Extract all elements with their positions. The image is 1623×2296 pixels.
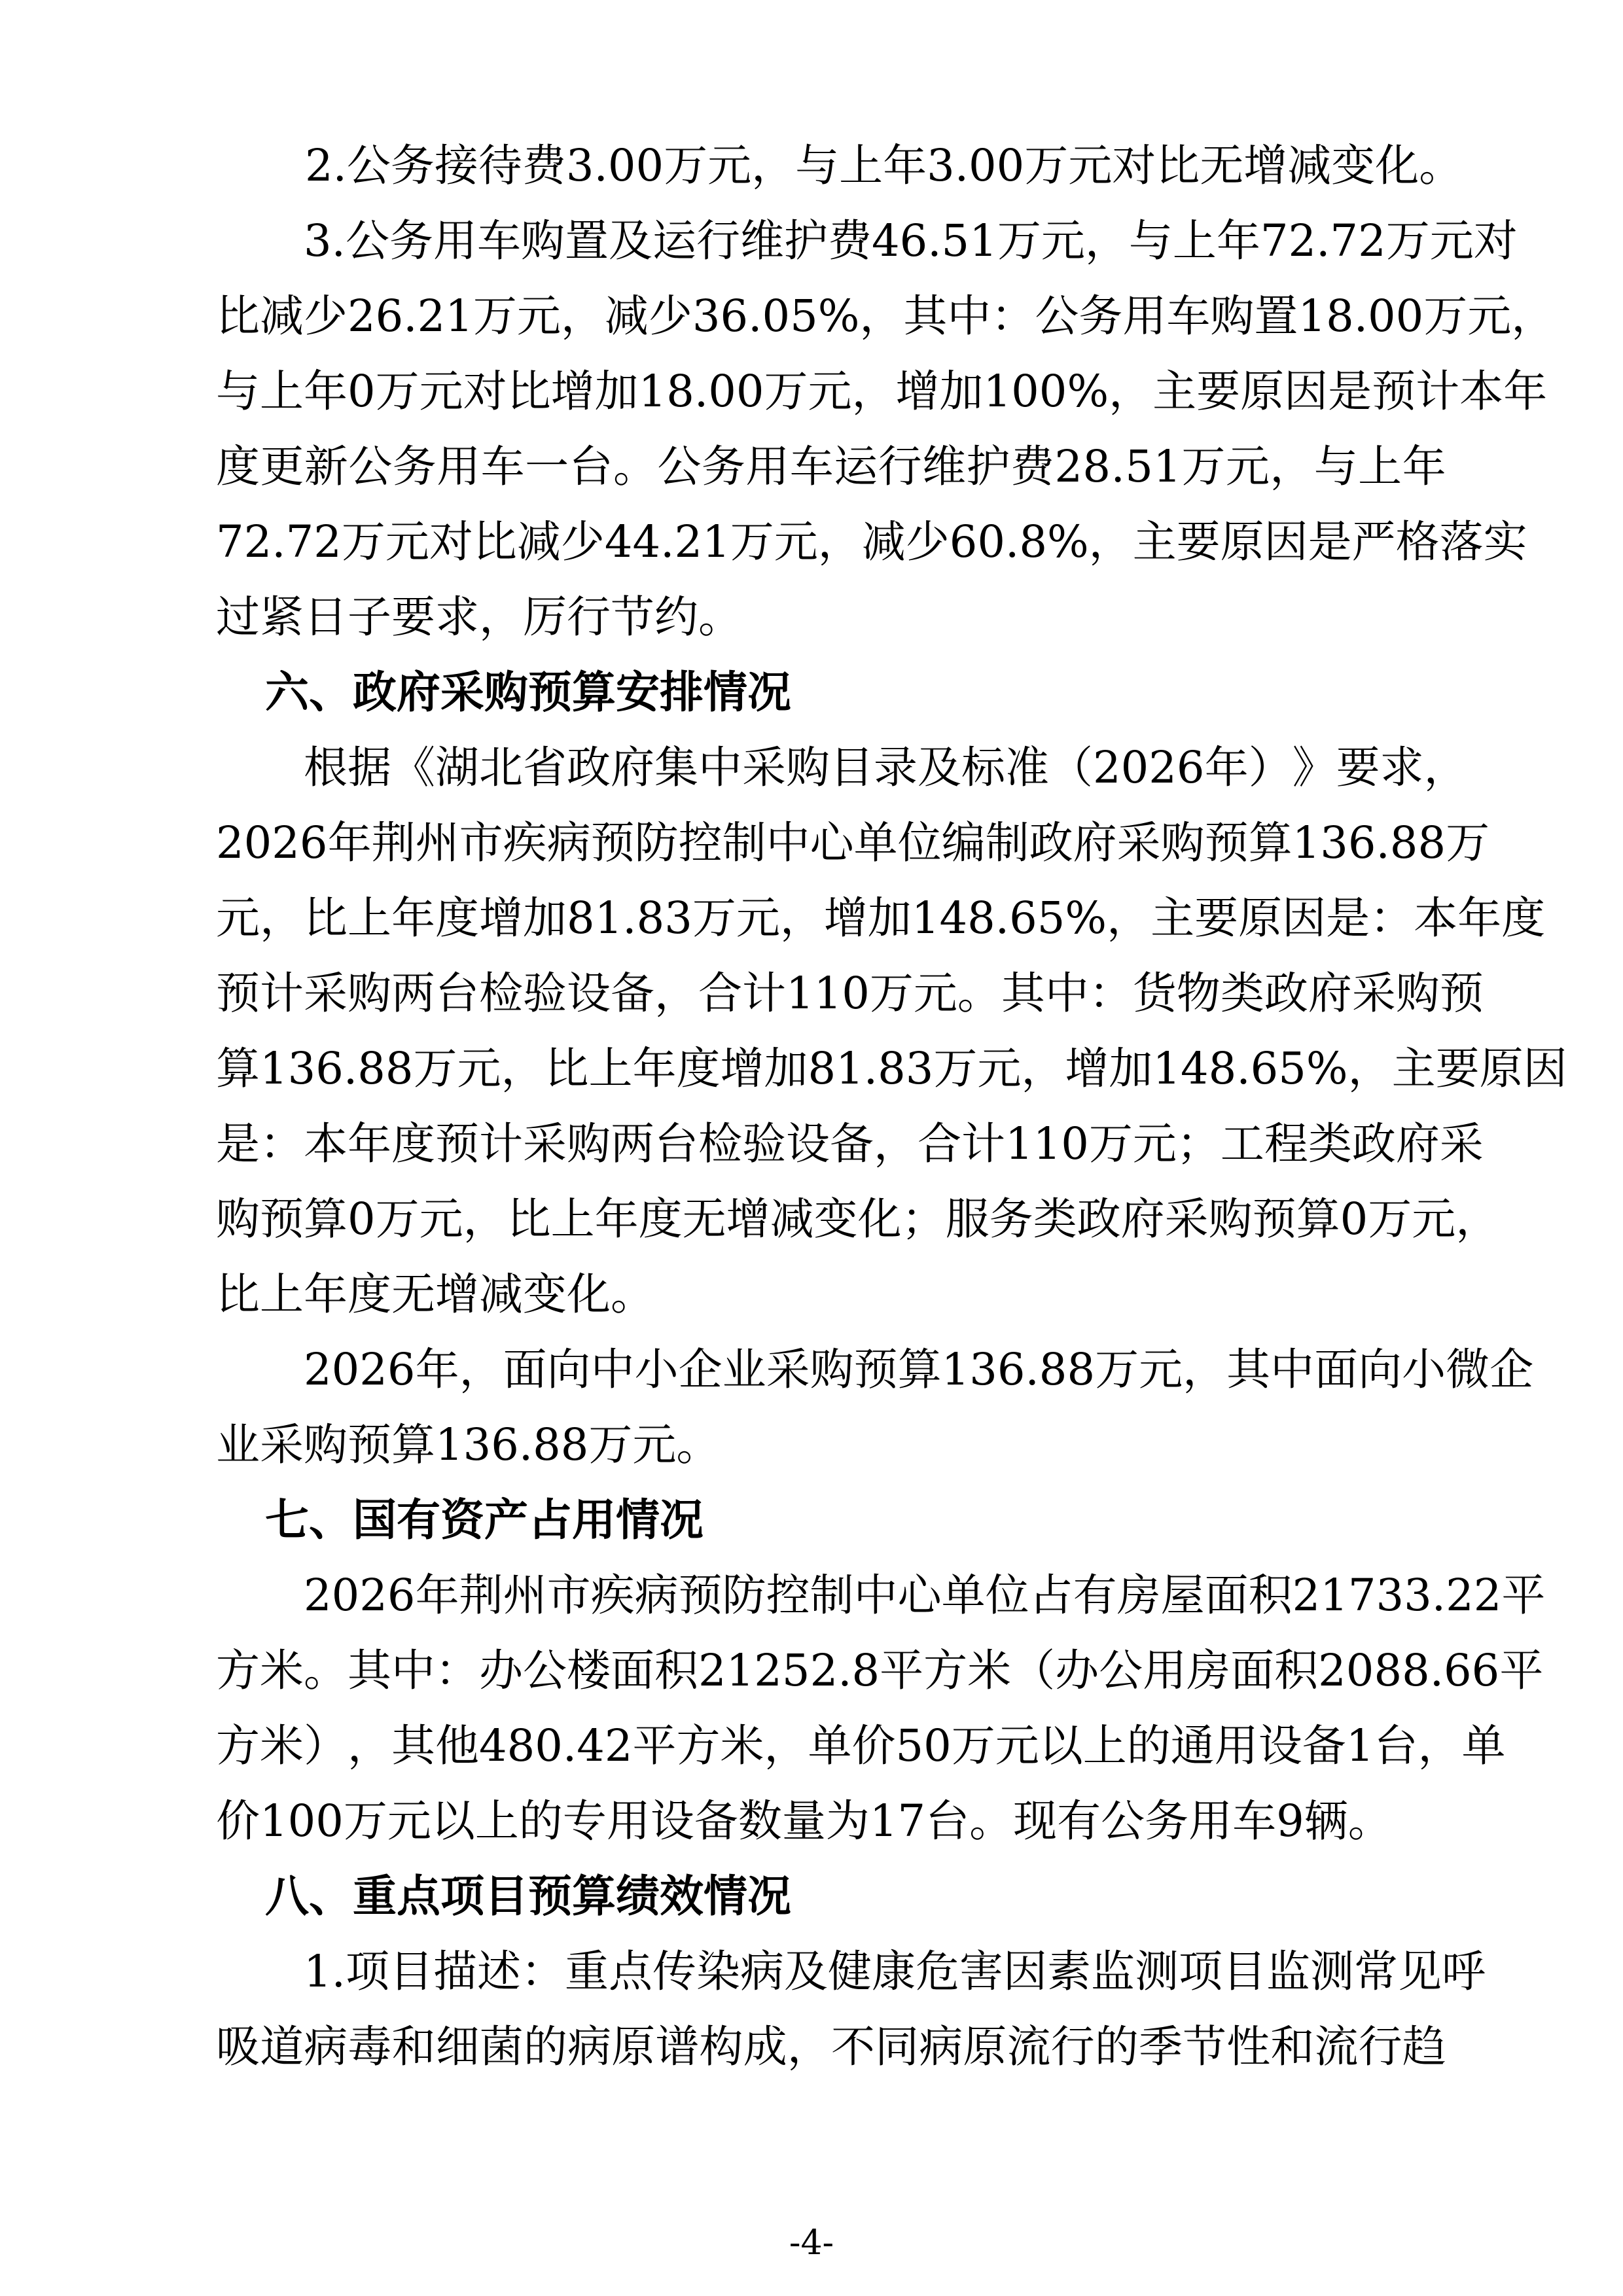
- text-line: 购 预 算 0 万 元 ， 比 上 年 度 无 增 减 变 化 ； 服 务 类 政 府 采 购 预 算 0 万 元 ，: [216, 1193, 1500, 1245]
- text-line: 2 0 2 6 年 荆 州 市 疾 病 预 防 控 制 中 心 单 位 编 制 政 府 采 购 预 算 1 3 6 . 8 8 万: [216, 817, 1490, 868]
- text-line: 方 米 。 其 中 ： 办 公 楼 面 积 2 1 2 5 2 . 8 平 方 米 （ 办 公 用 房 面 积 2 0 8 8 . 6 6 平: [216, 1645, 1544, 1696]
- document-body: [216, 128, 1567, 2085]
- text-line: 比 减 少 2 6 . 2 1 万 元 ， 减 少 3 6 . 0 5 % ， 其 中 ： 公 务 用 车 购 置 1 8 . 0 0 万 元 ，: [216, 291, 1556, 342]
- text-line: 是 ： 本 年 度 预 计 采 购 两 台 检 验 设 备 ， 合 计 1 1 0 万 元 ； 工 程 类 政 府 采: [216, 1118, 1484, 1169]
- paragraph: [216, 203, 1556, 655]
- paragraph: [216, 1934, 1486, 2085]
- page-number-footer: -4-: [789, 2223, 834, 2263]
- text-line: 根 据 《 湖 北 省 政 府 集 中 采 购 目 录 及 标 准 （ 2 0 2 6 年 ） 》 要 求 ，: [304, 742, 1468, 793]
- text-line: 过紧日子要求，厉行节约。: [216, 592, 742, 643]
- text-line: 3 . 公 务 用 车 购 置 及 运 行 维 护 费 4 6 . 5 1 万 元 ， 与 上 年 7 2 . 7 2 万 元 对: [304, 215, 1518, 266]
- text-line: 吸 道 病 毒 和 细 菌 的 病 原 谱 构 成 ， 不 同 病 原 流 行 的 季 节 性 和 流 行 趋: [216, 2021, 1446, 2072]
- text-line: 7 2 . 7 2 万 元 对 比 减 少 4 4 . 2 1 万 元 ， 减 少 6 0 . 8 % ， 主 要 原 因 是 严 格 落 实: [216, 516, 1527, 567]
- text-line: 方 米 ） ， 其 他 4 8 0 . 4 2 平 方 米 ， 单 价 5 0 万 元 以 上 的 通 用 设 备 1 台 ， 单: [216, 1720, 1506, 1771]
- paragraph: [216, 128, 1463, 203]
- section-heading: 八、重点项目预算绩效情况: [265, 1871, 791, 1922]
- text-line: 元 ， 比 上 年 度 增 加 8 1 . 8 3 万 元 ， 增 加 1 4 8 . 6 5 % ， 主 要 原 因 是 ： 本 年 度: [216, 892, 1546, 944]
- text-line: 与 上 年 0 万 元 对 比 增 加 1 8 . 0 0 万 元 ， 增 加 1 0 0 % ， 主 要 原 因 是 预 计 本 年: [216, 366, 1548, 417]
- text-line: 2.公务接待费3.00万元，与上年3.00万元对比无增减变化。: [305, 140, 1463, 191]
- text-line: 算 1 3 6 . 8 8 万 元 ， 比 上 年 度 增 加 8 1 . 8 3 万 元 ， 增 加 1 4 8 . 6 5 % ， 主 要 原 因: [216, 1043, 1567, 1094]
- text-line: 1 . 项 目 描 述 ： 重 点 传 染 病 及 健 康 危 害 因 素 监 测 项 目 监 测 常 见 呼: [304, 1946, 1486, 1997]
- section-heading: 七、国有资产占用情况: [265, 1494, 704, 1545]
- text-line: 预 计 采 购 两 台 检 验 设 备 ， 合 计 1 1 0 万 元 。 其 中 ： 货 物 类 政 府 采 购 预: [216, 968, 1484, 1019]
- section-heading: 六、政府采购预算安排情况: [265, 667, 791, 718]
- text-line: 价100万元以上的专用设备数量为17台。现有公务用车9辆。: [216, 1795, 1392, 1846]
- paragraph: [216, 730, 1567, 1332]
- text-line: 业采购预算136.88万元。: [216, 1419, 721, 1470]
- paragraph: [216, 1332, 1534, 1483]
- text-line: 2 0 2 6 年 ， 面 向 中 小 企 业 采 购 预 算 1 3 6 . 8 8 万 元 ， 其 中 面 向 小 微 企: [304, 1344, 1534, 1395]
- paragraph: [216, 1558, 1546, 1859]
- text-line: 2 0 2 6 年 荆 州 市 疾 病 预 防 控 制 中 心 单 位 占 有 房 屋 面 积 2 1 7 3 3 . 2 2 平: [304, 1570, 1546, 1621]
- text-line: 比上年度无增减变化。: [216, 1269, 654, 1320]
- text-line: 度 更 新 公 务 用 车 一 台 。 公 务 用 车 运 行 维 护 费 2 8 . 5 1 万 元 ， 与 上 年: [216, 441, 1446, 492]
